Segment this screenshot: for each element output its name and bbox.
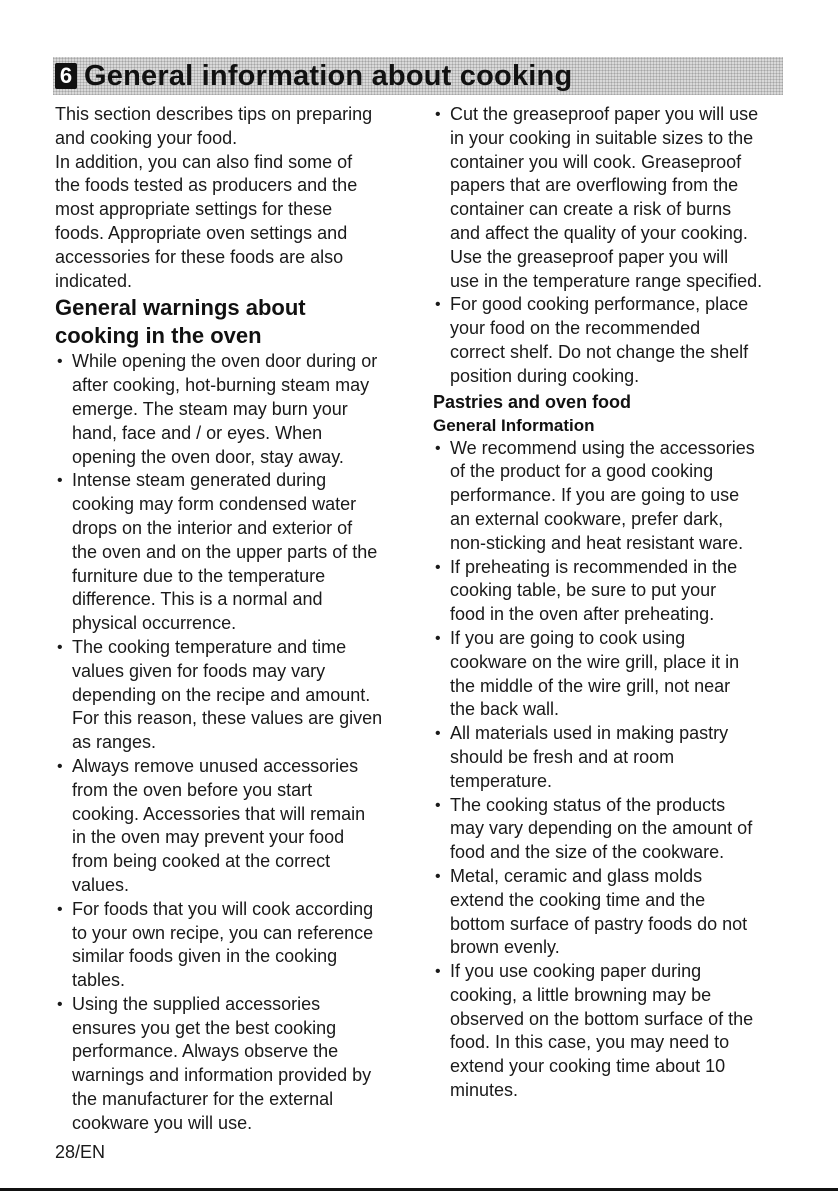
list-item-text: While opening the oven door during or after cooking, hot-burning steam may emerge. The steam may burn your hand, face and / or eyes. When opening the oven door, stay away. xyxy=(72,351,378,467)
list-item-text: Intense steam generated during cooking may form condensed water drops on the interior and exterior of the oven and on the upper parts of the furniture due to the temperature difference. This is a normal and physical occurrence. xyxy=(72,470,378,634)
bullet-icon: • xyxy=(435,439,441,457)
paper-shelf-list xyxy=(433,103,791,389)
list-item-text: All materials used in making pastry should be fresh and at room temperature. xyxy=(450,723,729,791)
list-item-text: Cut the greaseproof paper you will use in your cooking in suitable sizes to the container you will cook. Greaseproof papers that are overflowing from the container can create a risk of burns and affect the quality of your cooking. Use the greaseproof paper you will use in the temperature range specified. xyxy=(450,104,763,291)
bullet-icon: • xyxy=(57,638,63,656)
pastries-heading: Pastries and oven food xyxy=(433,391,632,412)
list-item xyxy=(433,293,791,388)
bullet-icon: • xyxy=(435,963,441,981)
list-item xyxy=(55,898,407,993)
list-item-text: Always remove unused accessories from the oven before you start cooking. Accessories that will remain in the oven may prevent your food from being cooked at the correct values. xyxy=(72,755,366,895)
right-column xyxy=(433,103,791,1103)
bullet-icon: • xyxy=(57,900,63,918)
list-item-text: For foods that you will cook according to your own recipe, you can reference similar foods given in the cooking tables. xyxy=(72,898,374,991)
bullet-icon: • xyxy=(435,296,441,314)
chapter-number-badge: 6 xyxy=(55,63,77,89)
chapter-header xyxy=(53,57,783,95)
list-item xyxy=(433,960,791,1103)
bullet-icon: • xyxy=(57,995,63,1013)
list-item xyxy=(55,755,407,898)
list-item xyxy=(433,556,791,627)
section-heading: General warnings about cooking in the oven xyxy=(55,295,306,349)
list-item-text: If you use cooking paper during cooking, a little browning may be observed on the bottom surface of the food. In this case, you may need to extend your cooking time about 10 minutes. xyxy=(450,961,754,1101)
bullet-icon: • xyxy=(57,472,63,490)
list-item xyxy=(55,636,407,755)
list-item xyxy=(433,627,791,722)
list-item xyxy=(55,993,407,1136)
bullet-icon: • xyxy=(57,353,63,371)
bullet-icon: • xyxy=(435,796,441,814)
bullet-icon: • xyxy=(435,106,441,123)
list-item xyxy=(433,103,791,293)
bullet-icon: • xyxy=(57,757,63,775)
intro-paragraph: This section describes tips on preparing and cooking your food. In addition, you can also find some of the foods tested as producers and the most appropriate settings for these foods. Appropriate oven settings and accessories for these foods are also indicated. xyxy=(55,104,373,291)
bullet-icon: • xyxy=(435,558,441,576)
list-item-text: For good cooking performance, place your food on the recommended correct shelf. Do not change the shelf position during cooking. xyxy=(450,294,749,386)
list-item-text: If you are going to cook using cookware on the wire grill, place it in the middle of the wire grill, not near the back wall. xyxy=(450,627,740,720)
page-number: 28/EN xyxy=(55,1142,106,1162)
list-item xyxy=(55,350,407,469)
list-item-text: The cooking temperature and time values given for foods may vary depending on the recipe and amount. For this reason, these values are given as ranges. xyxy=(72,636,383,753)
list-item-text: We recommend using the accessories of the product for a good cooking performance. If you are going to use an external cookware, prefer dark, non-sticking and heat resistant ware. xyxy=(450,437,755,553)
bullet-icon: • xyxy=(435,725,441,743)
list-item-text: The cooking status of the products may vary depending on the amount of food and the size of the cookware. xyxy=(450,794,753,863)
bullet-icon: • xyxy=(435,867,441,885)
general-information-heading: General Information xyxy=(433,415,595,435)
list-item xyxy=(433,722,791,793)
list-item xyxy=(55,469,407,636)
list-item xyxy=(433,437,791,556)
warnings-list xyxy=(55,350,407,1135)
list-item-text: Metal, ceramic and glass molds extend the cooking time and the bottom surface of pastry foods do not brown evenly. xyxy=(450,865,748,958)
chapter-title: General information about cooking xyxy=(84,60,573,92)
list-item xyxy=(433,794,791,865)
list-item xyxy=(433,865,791,960)
pastries-list xyxy=(433,437,791,1103)
bullet-icon: • xyxy=(435,629,441,647)
list-item-text: Using the supplied accessories ensures you get the best cooking performance. Always observe the warnings and information provided by the manufacturer for the external cookware you will use. xyxy=(72,993,372,1133)
left-column xyxy=(55,103,407,1136)
list-item-text: If preheating is recommended in the cooking table, be sure to put your food in the oven after preheating. xyxy=(450,556,738,625)
